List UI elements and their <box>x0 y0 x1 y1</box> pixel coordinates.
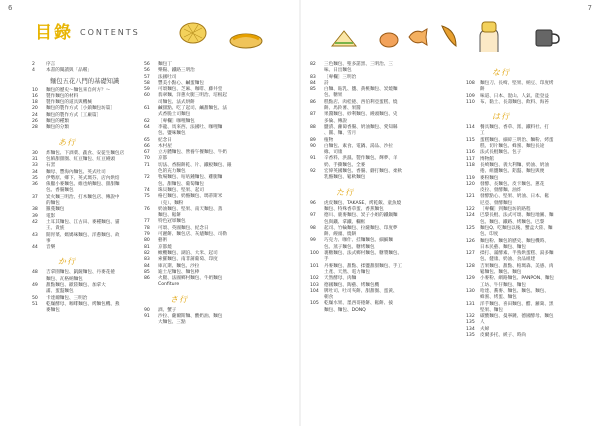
page-number: 43 <box>32 232 38 238</box>
entry-text: 糕、切片麵包、蜂蜜、麵包長途 <box>480 144 545 150</box>
section-heading: な行 <box>492 68 510 77</box>
entry-text: 巧克力、咖什、挂麵麵包、細細麵 <box>324 238 393 244</box>
entry-text: 白麵、貼乳、鹽、黃桃麵包、炭燒麵 <box>324 87 398 93</box>
entry-text: 藝術 <box>158 238 168 244</box>
page-number: 64 <box>144 124 150 130</box>
entry-text: 京都燒 <box>158 244 172 250</box>
page-number: 117 <box>466 156 475 162</box>
entry-text: 味、日出麵包 <box>324 68 352 74</box>
entry-text: 製作麵包的材料 <box>46 93 79 99</box>
entry-text: 堅果、麵包 <box>480 307 503 313</box>
page-number: 56 <box>144 68 150 74</box>
page-number: 4 <box>32 68 35 74</box>
entry-text: 鹽漬、蘿蔔香腸、奶油麵包、愛知縣 <box>324 124 398 130</box>
entry-text: 珠貝麵包、堅果、起司 <box>158 187 204 193</box>
entry-text: 洋芋麵包、喜田麵包、醋、蘿蔔、黑 <box>480 301 554 307</box>
toc-entry[interactable] <box>32 245 124 251</box>
toc-entry[interactable] <box>466 100 554 106</box>
page-number: 100 <box>310 251 319 257</box>
hotdog-bread-illustration <box>228 30 264 50</box>
entry-text: 麥粉麵包 <box>480 175 499 181</box>
entry-text: 豐美小點心、鹹蛋麵包 <box>158 80 204 86</box>
page-number: 16 <box>32 93 38 99</box>
entry-text: 酒、蟹子 <box>158 307 177 313</box>
page-number: 131 <box>466 301 475 307</box>
entry-text: 的麵包 <box>46 201 60 207</box>
page-number: 101 <box>310 263 319 269</box>
page-number: 115 <box>466 137 475 143</box>
page-number: 116 <box>466 150 475 156</box>
page-number: 80 <box>144 238 150 244</box>
entry-text: 揉打、滿酵素、半熟烘蛋糕、湯多麵 <box>480 251 554 257</box>
page-number: 79 <box>144 232 150 238</box>
entry-text: 石窯 <box>46 163 56 169</box>
page-number: 18 <box>32 100 38 106</box>
entry-text: 可麗餅、麵包店、灰燼麵包、司勒 <box>158 232 227 238</box>
entry-text: 多倫、傳說 <box>324 118 347 124</box>
sandwich-illustration <box>330 28 358 50</box>
page-number: 92 <box>310 169 316 175</box>
entry-text: 特色冠軍麵包 <box>158 219 186 225</box>
hand-holding-bread-illustration <box>474 18 504 54</box>
section-heading: か行 <box>58 257 76 267</box>
entry-text: 尼亞、發酵麵包 <box>480 200 513 206</box>
page-number: 50 <box>32 295 38 301</box>
entry-text: 庫瓦斯、麵包、沙拉 <box>158 263 200 269</box>
page-number: 97 <box>310 213 316 219</box>
toc-column-4 <box>466 62 554 339</box>
entry-text: 製作麵包的道具與機械 <box>46 100 92 106</box>
toc-column-3 <box>310 62 402 314</box>
entry-text: 麵包、麵包、DONQ <box>324 307 366 313</box>
page-number: 38 <box>32 207 38 213</box>
entry-text: 宏偉英國麵包、香腸、蘑打麵包、柔軟 <box>324 169 403 175</box>
page-number: 82 <box>144 250 150 256</box>
page-number: 85 <box>310 87 316 93</box>
page-number: 30 <box>32 150 38 156</box>
page-number: 119 <box>466 175 475 181</box>
page-number: 44 <box>32 245 38 251</box>
page-number: 128 <box>466 263 475 269</box>
entry-text: 序言 <box>46 62 56 67</box>
page-number: 51 <box>32 301 38 307</box>
page-number: 70 <box>144 156 150 162</box>
entry-text: 麵包的歷史～麵包來自何方？～ <box>46 87 111 93</box>
entry-text: 麵包Q、吃麵包以後、蟹盒大陸、麵 <box>480 225 553 231</box>
entry-text: 麵包的製作方式［小鎮麵包坊篇］ <box>46 106 115 112</box>
entry-text: 鹹甜點、吃了起司、鹹甜麵包、法 <box>158 106 227 112</box>
entry-text: 碳酸麵包、曼寧鏈、德國酵母、麵包 <box>480 314 554 320</box>
page-number: 125 <box>466 225 475 231</box>
entry-text: 麵母、豐海內麵包、英式吐司 <box>46 169 106 175</box>
page-number: 130 <box>466 288 475 294</box>
entry-text: 電影 <box>46 213 56 219</box>
entry-text: 糕點店、肉桂捲、西伯利亞蛋糕、燒 <box>324 99 398 105</box>
entry-text: ［專欄］到麵包坊的路程 <box>480 207 531 213</box>
page-number: 105 <box>310 301 319 307</box>
entry-text: 裹糖麵包、法式鄉村麵包、糖漿麵包、 <box>324 251 403 257</box>
page-number: 60 <box>144 93 150 99</box>
entry-text: ［專欄］咖哩麵包 <box>158 118 195 124</box>
page-number: 31 <box>32 156 38 162</box>
entry-text: 法式長棍麵包、包子 <box>480 150 522 156</box>
entry-text: 布、黏土、長壽麵包、飲料、海苔 <box>480 99 549 105</box>
entry-text: 音樂 <box>46 245 56 251</box>
entry-text: 吉果麵包、甜點、帕瑪森、美感、肉 <box>480 263 554 269</box>
entry-text: 德國麵包、陶藝、烤麵包機 <box>324 282 380 288</box>
page-number: 132 <box>466 314 475 320</box>
page-number: 84 <box>310 80 316 86</box>
entry-text: 大麵包、三點 <box>158 320 186 326</box>
page-number: 121 <box>466 194 475 200</box>
entry-text: 包餡甜甜圈、紅豆麵包、紅豆饅頭 <box>46 156 115 162</box>
page-number: 98 <box>310 225 316 231</box>
entry-text: 翡翠麵、洋蔥火腿三明治、培根起 <box>158 93 227 99</box>
entry-text: 紀念日 <box>158 137 172 143</box>
entry-text: 法國吐司 <box>158 74 177 80</box>
page-number: 34 <box>32 169 38 175</box>
page-number: 82 <box>310 62 316 67</box>
page-number: 28 <box>32 125 38 131</box>
entry-text: 博物館 <box>480 156 494 162</box>
toc-entry[interactable] <box>32 125 124 131</box>
entry-text: 色的充力麵包 <box>158 169 186 175</box>
page-number: 35 <box>32 175 38 181</box>
page-number: 42 <box>32 219 38 225</box>
entry-text: 土產、天然、電力麵包 <box>324 269 370 275</box>
page-number: 84 <box>144 263 150 269</box>
entry-text: 果醬麵包、紗利麵包、饅頭麵包、史 <box>324 112 398 118</box>
entry-text: 奶、手撕麵包、全麥 <box>324 162 366 168</box>
entry-text: 餅 <box>480 87 485 93</box>
page-number: 109 <box>466 93 475 99</box>
page-number: 10 <box>32 87 38 93</box>
page-number: 86 <box>144 276 150 282</box>
entry-text: 包、香腸麵包 <box>46 188 74 194</box>
toc-entry[interactable] <box>32 308 124 314</box>
entry-text: 麵包的分類 <box>46 125 69 131</box>
entry-text: 起司、竹輪麵包、拉薩麵包、印度夢 <box>324 225 398 231</box>
entry-text: 夫婦 <box>480 326 490 332</box>
section-heading: た行 <box>336 187 354 197</box>
entry-text: 包、蒸子麵包、糖烤麵包 <box>324 244 375 250</box>
page-number: 67 <box>144 150 150 156</box>
page-number: 90 <box>310 143 316 149</box>
entry-text: 牌吐司、吐司夾餅、甜甜圈、蛋黃、 <box>324 288 398 294</box>
entry-text: 包、印度 <box>480 232 499 238</box>
entry-text: 發酵點心、堅果、奶油、日本、鬆 <box>480 194 549 200</box>
section-heading: さ行 <box>170 294 188 304</box>
entry-text: 鬆麵包、麵包、麵包 <box>480 270 522 276</box>
entry-text: 蛋糕麵包、細碎三明治、麵粉、烤蛋 <box>480 137 554 143</box>
entry-text: 天然酵母、肉麵 <box>324 276 357 282</box>
page-number: 90 <box>144 307 150 313</box>
entry-text: 格巴麵包、奶酪麵包、瑪蒂斯米 <box>158 194 223 200</box>
toc-column-2 <box>144 62 232 327</box>
entry-text: 植物 <box>324 137 334 143</box>
page-number: 135 <box>466 332 475 338</box>
entry-text: 皮拉、發酵麵、油炸 <box>480 188 522 194</box>
page-number: 58 <box>144 80 150 86</box>
entry-text: 滿、蛋盤麵包 <box>46 289 74 295</box>
page-number: 99 <box>310 238 316 244</box>
page-number: 74 <box>144 187 150 193</box>
entry-text: 司麵包、法式烘餅 <box>158 99 195 105</box>
page-number: 89 <box>310 137 316 143</box>
entry-text: 乳酪麵包、鬆軟麵包 <box>324 175 366 181</box>
toc-entry[interactable] <box>144 282 232 288</box>
entry-text: 伊勢原、鄉下、英式瑪芬、店內烘焙 <box>46 175 120 181</box>
entry-text: 京都 <box>158 156 168 162</box>
entry-text: 王、貴族 <box>46 226 65 232</box>
page-number: 102 <box>310 276 319 282</box>
entry-text: 麵包、瓦格納麵包 <box>46 276 83 282</box>
page-number: 85 <box>144 269 150 275</box>
page-number: 66 <box>144 143 150 149</box>
entry-text: 詩 <box>324 80 329 86</box>
page-number: 108 <box>466 81 475 86</box>
page-number: 2 <box>32 62 35 67</box>
page-gutter <box>299 0 301 426</box>
page-number: 65 <box>144 137 150 143</box>
page-number: 127 <box>466 251 475 257</box>
entry-text: 巴黎長棍、法式可頌、麵包地圖、麵 <box>480 213 554 219</box>
page-number: 91 <box>144 313 150 319</box>
page-number: 62 <box>144 118 150 124</box>
entry-text: 白麵包、素食、電鍋、湯品、沙拉 <box>324 143 393 149</box>
entry-text: 辛香料、洪濕、製作麵包、輝夢、羊 <box>324 156 398 162</box>
entry-text: 迪士尼麵包、麵包棒 <box>158 269 200 275</box>
entry-text: 德川、鹿麥麵包、炭子小姐的鐵鍋麵 <box>324 213 398 219</box>
entry-text: 餅、馬鈴薯、果醬 <box>324 106 361 112</box>
entry-text: 包、甜麵包、葡萄麵包 <box>158 181 204 187</box>
entry-text: 緣、司康 <box>324 150 343 156</box>
page-number: 120 <box>466 181 475 187</box>
page-number: 76 <box>144 206 150 212</box>
toc-column-1 <box>32 62 124 315</box>
entry-text: Confiture <box>158 282 180 288</box>
page-number: 49 <box>32 283 38 289</box>
page-number: 122 <box>466 207 475 213</box>
entry-text: 麵包的製作方式［工廠篇］ <box>46 112 102 118</box>
page-number: 77 <box>144 219 150 225</box>
page-number: 134 <box>466 326 475 332</box>
coffee-cup-illustration <box>532 24 562 52</box>
page-number: 87 <box>310 112 316 118</box>
toc-entry[interactable] <box>466 333 554 339</box>
entry-text: 牧場麵包、咕咕鍾麵包、雞腿麵 <box>158 175 223 181</box>
entry-text: 炸麵包、下酒菜、蔬食、安徒生麵包店 <box>46 150 125 156</box>
fish-bread-illustration <box>406 26 430 48</box>
entry-text: 手 <box>324 257 329 263</box>
page-number: 86 <box>310 99 316 105</box>
entry-text: 工坊、牛仔麵包、麵包 <box>480 282 526 288</box>
page-number: 48 <box>32 270 38 276</box>
page-number: 88 <box>310 124 316 130</box>
entry-text: 橄欖麵包、湖泊、大米、起司 <box>158 250 218 256</box>
page-number-left: 6 <box>8 4 13 12</box>
page-number: 37 <box>32 194 38 200</box>
page-number: 39 <box>32 213 38 219</box>
page-number: 83 <box>310 74 316 80</box>
entry-text: 包、鹽味麵包 <box>158 131 186 137</box>
entry-text: 、圓、麵、雪月 <box>324 131 357 137</box>
page-number: 104 <box>310 288 319 294</box>
entry-text: 可頌、英國麵包、紀念日 <box>158 225 209 231</box>
page-number: 96 <box>310 200 316 206</box>
bun-illustration <box>378 30 400 48</box>
page-number: 56 <box>144 62 150 67</box>
entry-text: 事 <box>46 238 51 244</box>
entry-text: 麵包刀、長崎、堅果、納豆、印度烤 <box>480 81 554 86</box>
entry-text: 麵包丁 <box>158 62 172 67</box>
entry-text: 麵包、鬆餅 <box>158 213 181 219</box>
entry-text: 三色麵包、聖多諾黑、三明治、三 <box>324 62 393 67</box>
toc-title: 目錄 <box>35 23 73 43</box>
toc-title-english: CONTENTS <box>80 28 140 37</box>
entry-text: 小麥粉、網路麵包、PANPON、麵包 <box>480 276 555 282</box>
entry-text: 火腿、法國鄉村麵包、牛奶麵包 <box>158 276 223 282</box>
toc-entry[interactable] <box>310 308 402 314</box>
entry-text: 麵包、特殊香草蛋、香蕉麵包 <box>324 206 384 212</box>
page-number: 83 <box>144 257 150 263</box>
entry-text: 奶油麵包、堅果、南天麵包、蒸 <box>158 206 223 212</box>
entry-text: 羅蔓麵包 <box>46 207 65 213</box>
page-number: 24 <box>32 112 38 118</box>
page-number-right: 7 <box>587 4 592 12</box>
page-number: 118 <box>466 162 475 168</box>
entry-text: 工 <box>480 131 485 137</box>
entry-text: 炭火麵三明治、打木麵包店、傳說中 <box>46 194 120 200</box>
page-number: 72 <box>144 175 150 181</box>
entry-text: 可頌麵包、芝麻、咖啡、藤井堂 <box>158 87 223 93</box>
page-number: 124 <box>466 213 475 219</box>
entry-text: 李龍、馬來西、法國吐、咖哩麵 <box>158 124 223 130</box>
page-number: 26 <box>32 119 38 125</box>
entry-text: 包與鐵、拿鐵、欄框 <box>324 219 366 225</box>
entry-text: 式香脆土司麵包 <box>158 112 191 118</box>
toc-entry[interactable] <box>310 175 402 181</box>
entry-text: 本書的閱讀與「品嚐」 <box>46 68 92 74</box>
entry-text: 包、糖果 <box>324 93 343 99</box>
entry-text: 乾燥水果、墨西哥捲餅、鬆餅、披 <box>324 301 393 307</box>
entry-text: 發酵、長麵包、皮卡麵包、蔥花 <box>480 181 545 187</box>
entry-text: 吉拿園麵包、凱薩麵包、丹麥花捲 <box>46 270 115 276</box>
entry-text: 乾燥酵母、咖啡麵包、烤麵包機、燕 <box>46 301 120 307</box>
entry-text: 捲、組鹽麵包、鋁盤、麵包與便 <box>480 169 545 175</box>
entry-text: ［專欄］三明治 <box>324 74 357 80</box>
entry-text: 虎皮麵包、TAKASE、烤乾飯、童魚燒 <box>324 200 402 206</box>
entry-text: 丹麥麵包、甜點、揉鹽甜甜麵包、手工 <box>324 263 403 269</box>
page-number: 36 <box>32 182 38 188</box>
melon-bread-illustration <box>178 20 208 44</box>
entry-text: 蜂蜜、烤蛋、麵包 <box>480 295 517 301</box>
page-number: 75 <box>144 194 150 200</box>
page-number: 103 <box>310 282 319 288</box>
entry-text: 餐具麵包、香草、派、鐵料社、打 <box>480 125 549 131</box>
entry-text: 麵包的種類 <box>46 119 69 125</box>
entry-text: 土耳其麵包、江古田、麥種麵包、貓 <box>46 219 120 225</box>
entry-text: 人 <box>480 320 485 326</box>
page-number: 129 <box>466 276 475 282</box>
page-number: 33 <box>32 163 38 169</box>
entry-text: 俵臘小麥麵包、維也納麵包、甜甜麵 <box>46 182 120 188</box>
page-number: 126 <box>466 238 475 244</box>
entry-text: 餅、饅頭、燒餅 <box>324 232 357 238</box>
entry-text: 麵包粉、麵包的歷史、麵包機時、 <box>480 238 549 244</box>
toc-entry[interactable] <box>144 320 232 326</box>
toc-entry[interactable] <box>32 68 124 74</box>
page-number: 20 <box>32 106 38 112</box>
entry-text: 包、健康、奶油、食品組建 <box>480 257 536 263</box>
entry-text: 日本民藝、麵包、麵包 <box>480 244 526 250</box>
entry-text: 樂陽、鐵路三明治 <box>158 68 195 74</box>
entry-text: 切法、香腸餅乾、片、鐵板麵包、銀 <box>158 162 232 168</box>
entry-text: 開胃菜、媽媽味麵包、洋蔥麵包、故 <box>46 232 120 238</box>
entry-text: 包、麵包、鐵路、烤麵包、巴黎 <box>480 219 545 225</box>
page-number: 61 <box>144 106 150 112</box>
page-number: 135 <box>466 320 475 326</box>
entry-text: 索羅麵包、南非蒲葡萄、印度 <box>158 257 218 263</box>
entry-text: 沙拉、薩爾斯麵、酸奶油、麵包 <box>158 313 223 319</box>
page-number: 110 <box>466 99 475 105</box>
handwritten-heading: 麵包五花八門的基礎知識 <box>50 77 120 85</box>
entry-text: 味道、日本、混山、人氣、能登益 <box>480 93 549 99</box>
entry-text: 木村屋 <box>158 143 172 149</box>
entry-text: 卡達爾麵包、三明治 <box>46 295 88 301</box>
page-number: 81 <box>144 244 150 250</box>
entry-text: 哈達、蕎麥、麵包、麵包、麵包、 <box>480 288 549 294</box>
entry-text: 立方體麵包、營養午餐麵包、牛奶 <box>158 150 227 156</box>
page-number: 57 <box>144 74 150 80</box>
entry-text: 朝食 <box>324 295 334 301</box>
entry-text: 長崎麵包、義大利麵、奶油、奶油 <box>480 162 549 168</box>
entry-text: 甜點麵包、歐陸麵包、加拿大 <box>46 283 106 289</box>
page-number: 71 <box>144 162 150 168</box>
entry-text: 麥麵包 <box>46 308 60 314</box>
section-heading: は行 <box>492 112 510 122</box>
entry-text: 皮爾多托、緩子、時尚 <box>480 332 526 338</box>
section-heading: あ行 <box>58 137 76 147</box>
page-number: 59 <box>144 87 150 93</box>
entry-text: （克）、麵粉 <box>158 200 184 206</box>
page-number: 91 <box>310 156 316 162</box>
page-number: 114 <box>466 125 475 131</box>
page-number: 78 <box>144 225 150 231</box>
croissant-illustration <box>438 22 460 50</box>
